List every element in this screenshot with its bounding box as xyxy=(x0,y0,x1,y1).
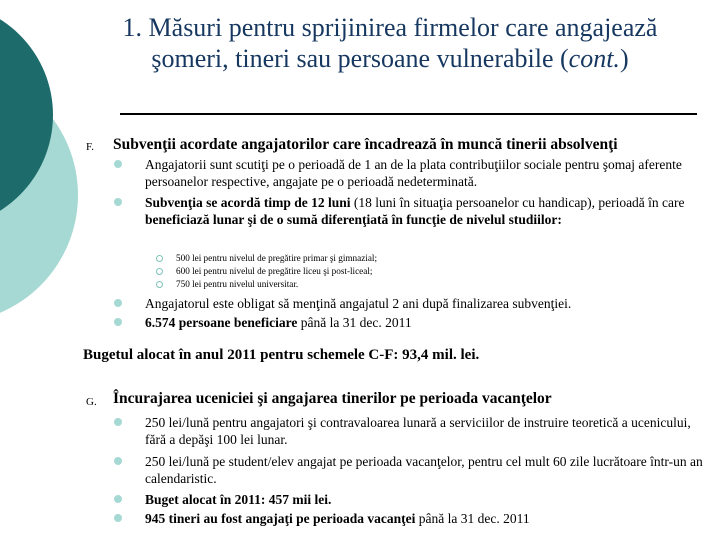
list-item: Buget alocat în 2011: 457 mii lei. xyxy=(114,491,709,508)
list-item: Angajatorii sunt scutiţi pe o perioadă de 1 an de la plata contribuţiilor sociale pentru şomaj aferente persoanelor respective, angajate pe o perioadă nedeterminată. xyxy=(114,156,709,190)
ring-bullet-icon xyxy=(156,281,163,288)
ring-bullet-icon xyxy=(156,268,163,275)
sub-list-item: 750 lei pentru nivelul universitar. xyxy=(156,278,716,291)
title-line-1: 1. Măsuri pentru sprijinirea firmelor care angajează xyxy=(122,13,658,42)
title-divider xyxy=(120,113,697,115)
bullet-icon xyxy=(114,514,122,522)
list-item: 945 tineri au fost angajaţi pe perioada vacanţei până la 31 dec. 2011 xyxy=(114,510,709,527)
circle-shapes xyxy=(0,0,80,540)
title-line-2: şomeri, tineri sau persoane vulnerabile (cont.) xyxy=(151,44,629,73)
bullet-icon xyxy=(114,495,122,503)
bullet-icon xyxy=(114,160,122,168)
budget-summary: Bugetul alocat în anul 2011 pentru schemele C-F: 93,4 mil. lei. xyxy=(83,347,480,363)
bullet-icon xyxy=(114,457,122,465)
bullet-icon xyxy=(114,418,122,426)
bullet-icon xyxy=(114,318,122,326)
list-item: 6.574 persoane beneficiare până la 31 dec. 2011 xyxy=(114,314,709,331)
list-item: Angajatorul este obligat să menţină angajatul 2 ani după finalizarea subvenţiei. xyxy=(114,295,709,312)
slide-title xyxy=(60,12,720,74)
sub-list-item: 600 lei pentru nivelul de pregătire liceu şi post-liceal; xyxy=(156,265,716,278)
decorative-circles xyxy=(0,0,80,540)
list-item: Subvenţia se acordă timp de 12 luni (18 luni în situaţia persoanelor cu handicap), perioadă în care beneficiază lunar şi de o sumă diferenţiată în funcţie de nivelul studiilor: xyxy=(114,194,709,228)
list-item: 250 lei/lună pe student/elev angajat pe perioada vacanţelor, pentru cel mult 60 zile lucrătoare într-un an calendaristic. xyxy=(114,453,709,487)
section-f-marker: F. xyxy=(86,141,94,153)
list-item: 250 lei/lună pentru angajatori şi contravaloarea lunară a serviciilor de instruire teoretică a ucenicului, fără a depăşi 100 lei lunar. xyxy=(114,414,709,448)
sub-list-item: 500 lei pentru nivelul de pregătire primar şi gimnazial; xyxy=(156,252,716,265)
bullet-icon xyxy=(114,299,122,307)
ring-bullet-icon xyxy=(156,255,163,262)
section-g-heading: Încurajarea uceniciei şi angajarea tinerilor pe perioada vacanţelor xyxy=(113,390,552,407)
bullet-icon xyxy=(114,198,122,206)
section-g-marker: G. xyxy=(86,396,97,408)
section-f-heading: Subvenţii acordate angajatorilor care încadrează în muncă tinerii absolvenţi xyxy=(113,136,618,153)
